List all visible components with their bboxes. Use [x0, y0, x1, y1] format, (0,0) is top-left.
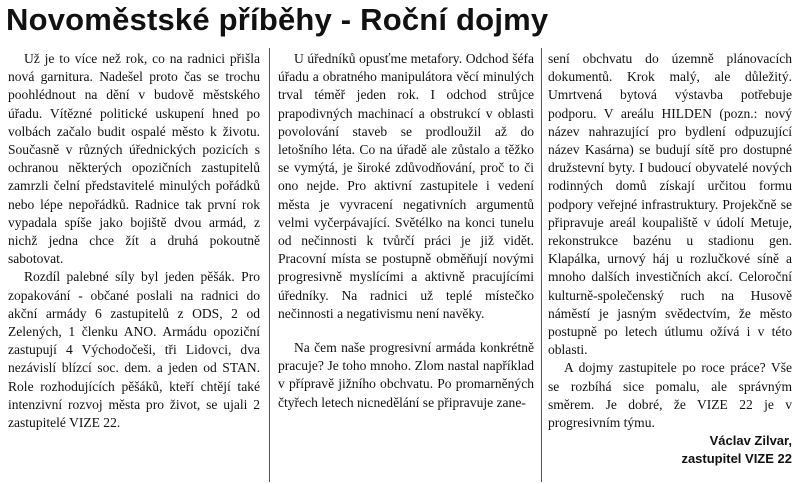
- paragraph: A dojmy zastupitele po roce práce? Vše se rozbíhá sice pomalu, ale správným směrem. Je dobré, že VIZE 22 je v progresivním týmu.: [548, 360, 792, 431]
- paragraph: U úředníků opusťme metafory. Odchod šéfa úřadu a obratného manipulátora věcí minulých trval téměř jeden rok. I odchod strůjce prapodivných machinací a obstrukcí v oblasti povolování staveb se prodloužil až do letošního léta. Co na úřadě ale zůstalo a těžko se vymýtá, je široké zdůvodňování, proč to či ono nejde. Pro aktivní zastupitele i vedení města je vyvracení negativních argumentů velmi vyčerpávající. Světélko na konci tunelu od nečinnosti k tvůrčí práci je již vidět. Pracovní místa se postupně obměňují novými progresivně myslícími a aktivně pracujícími úředníky. Na radnici už teplé místečko nečinnosti a negativismu není navěky.: [278, 51, 534, 321]
- article-column-1: [8, 50, 260, 480]
- column-divider: [541, 48, 542, 482]
- article-title: Novoměstské příběhy - Roční dojmy: [6, 2, 549, 37]
- paragraph: Už je to více než rok, co na radnici přišla nová garnitura. Nadešel proto čas se trochu poohlédnout na dění v budově městského úřadu. Vítězné politické uskupení hned po volbách začalo budit ospalé město k životu. Současně v různých úřednických pozicích s ochranou některých opozičních zastupitelů zamrzli čelní představitelé minulých pořádků nebo lépe nepořádků. Radnice tak první rok vypadala spíše jako bojiště dvou armád, z nichž jedna chce žít a druhá pokoutně sabotovat.: [8, 51, 260, 267]
- article-column-2: [278, 50, 534, 480]
- author-role: zastupitel VIZE 22: [681, 451, 792, 467]
- paragraph: Rozdíl palebné síly byl jeden pěšák. Pro zopakování - občané poslali na radnici do akční armády 6 zastupitelů z ODS, 2 od Zelených, 1 členku ANO. Armádu opoziční zastupují 4 Východočeši, tři Lidovci, dva nezávislí blízcí soc. dem. a jeden od STAN. Role rozhodujících pěšáků, kteří chtějí také intenzivní rozvoj města pro život, se ujali 2 zastupitelé VIZE 22.: [8, 269, 260, 431]
- paragraph: sení obchvatu do územně plánovacích dokumentů. Krok malý, ale důležitý. Umrtvená bytová výstavba potřebuje podporu. V areálu HILDEN (pozn.: nový název nahrazující pro bydlení odpuzující název Kasárna) se budují sítě pro dostupné družstevní byty. I budoucí obyvatelé nových rodinných domů získají určitou formu podpory veřejné infrastruktury. Projekčně se připravuje areál koupaliště v údolí Metuje, rekonstrukce bazénu u stadionu gen. Klapálka, urnový háj u rozlučkové síně a mnoho dalších investičních akcí. Celoroční kulturně-společenský ruch na Husově náměstí je jasným svědectvím, že město postupně po letech útlumu ožívá i v této oblasti.: [548, 51, 792, 358]
- author-signature: [548, 432, 792, 468]
- paragraph: Na čem naše progresivní armáda konkrétně pracuje? Je toho mnoho. Zlom nastal například v přípravě jižního obchvatu. Po promarněných čtyřech letech nicnedělání se připravuje zane-: [278, 340, 534, 410]
- article-column-3: [548, 50, 792, 480]
- column-divider: [269, 48, 270, 482]
- author-name: Václav Zilvar,: [709, 433, 792, 449]
